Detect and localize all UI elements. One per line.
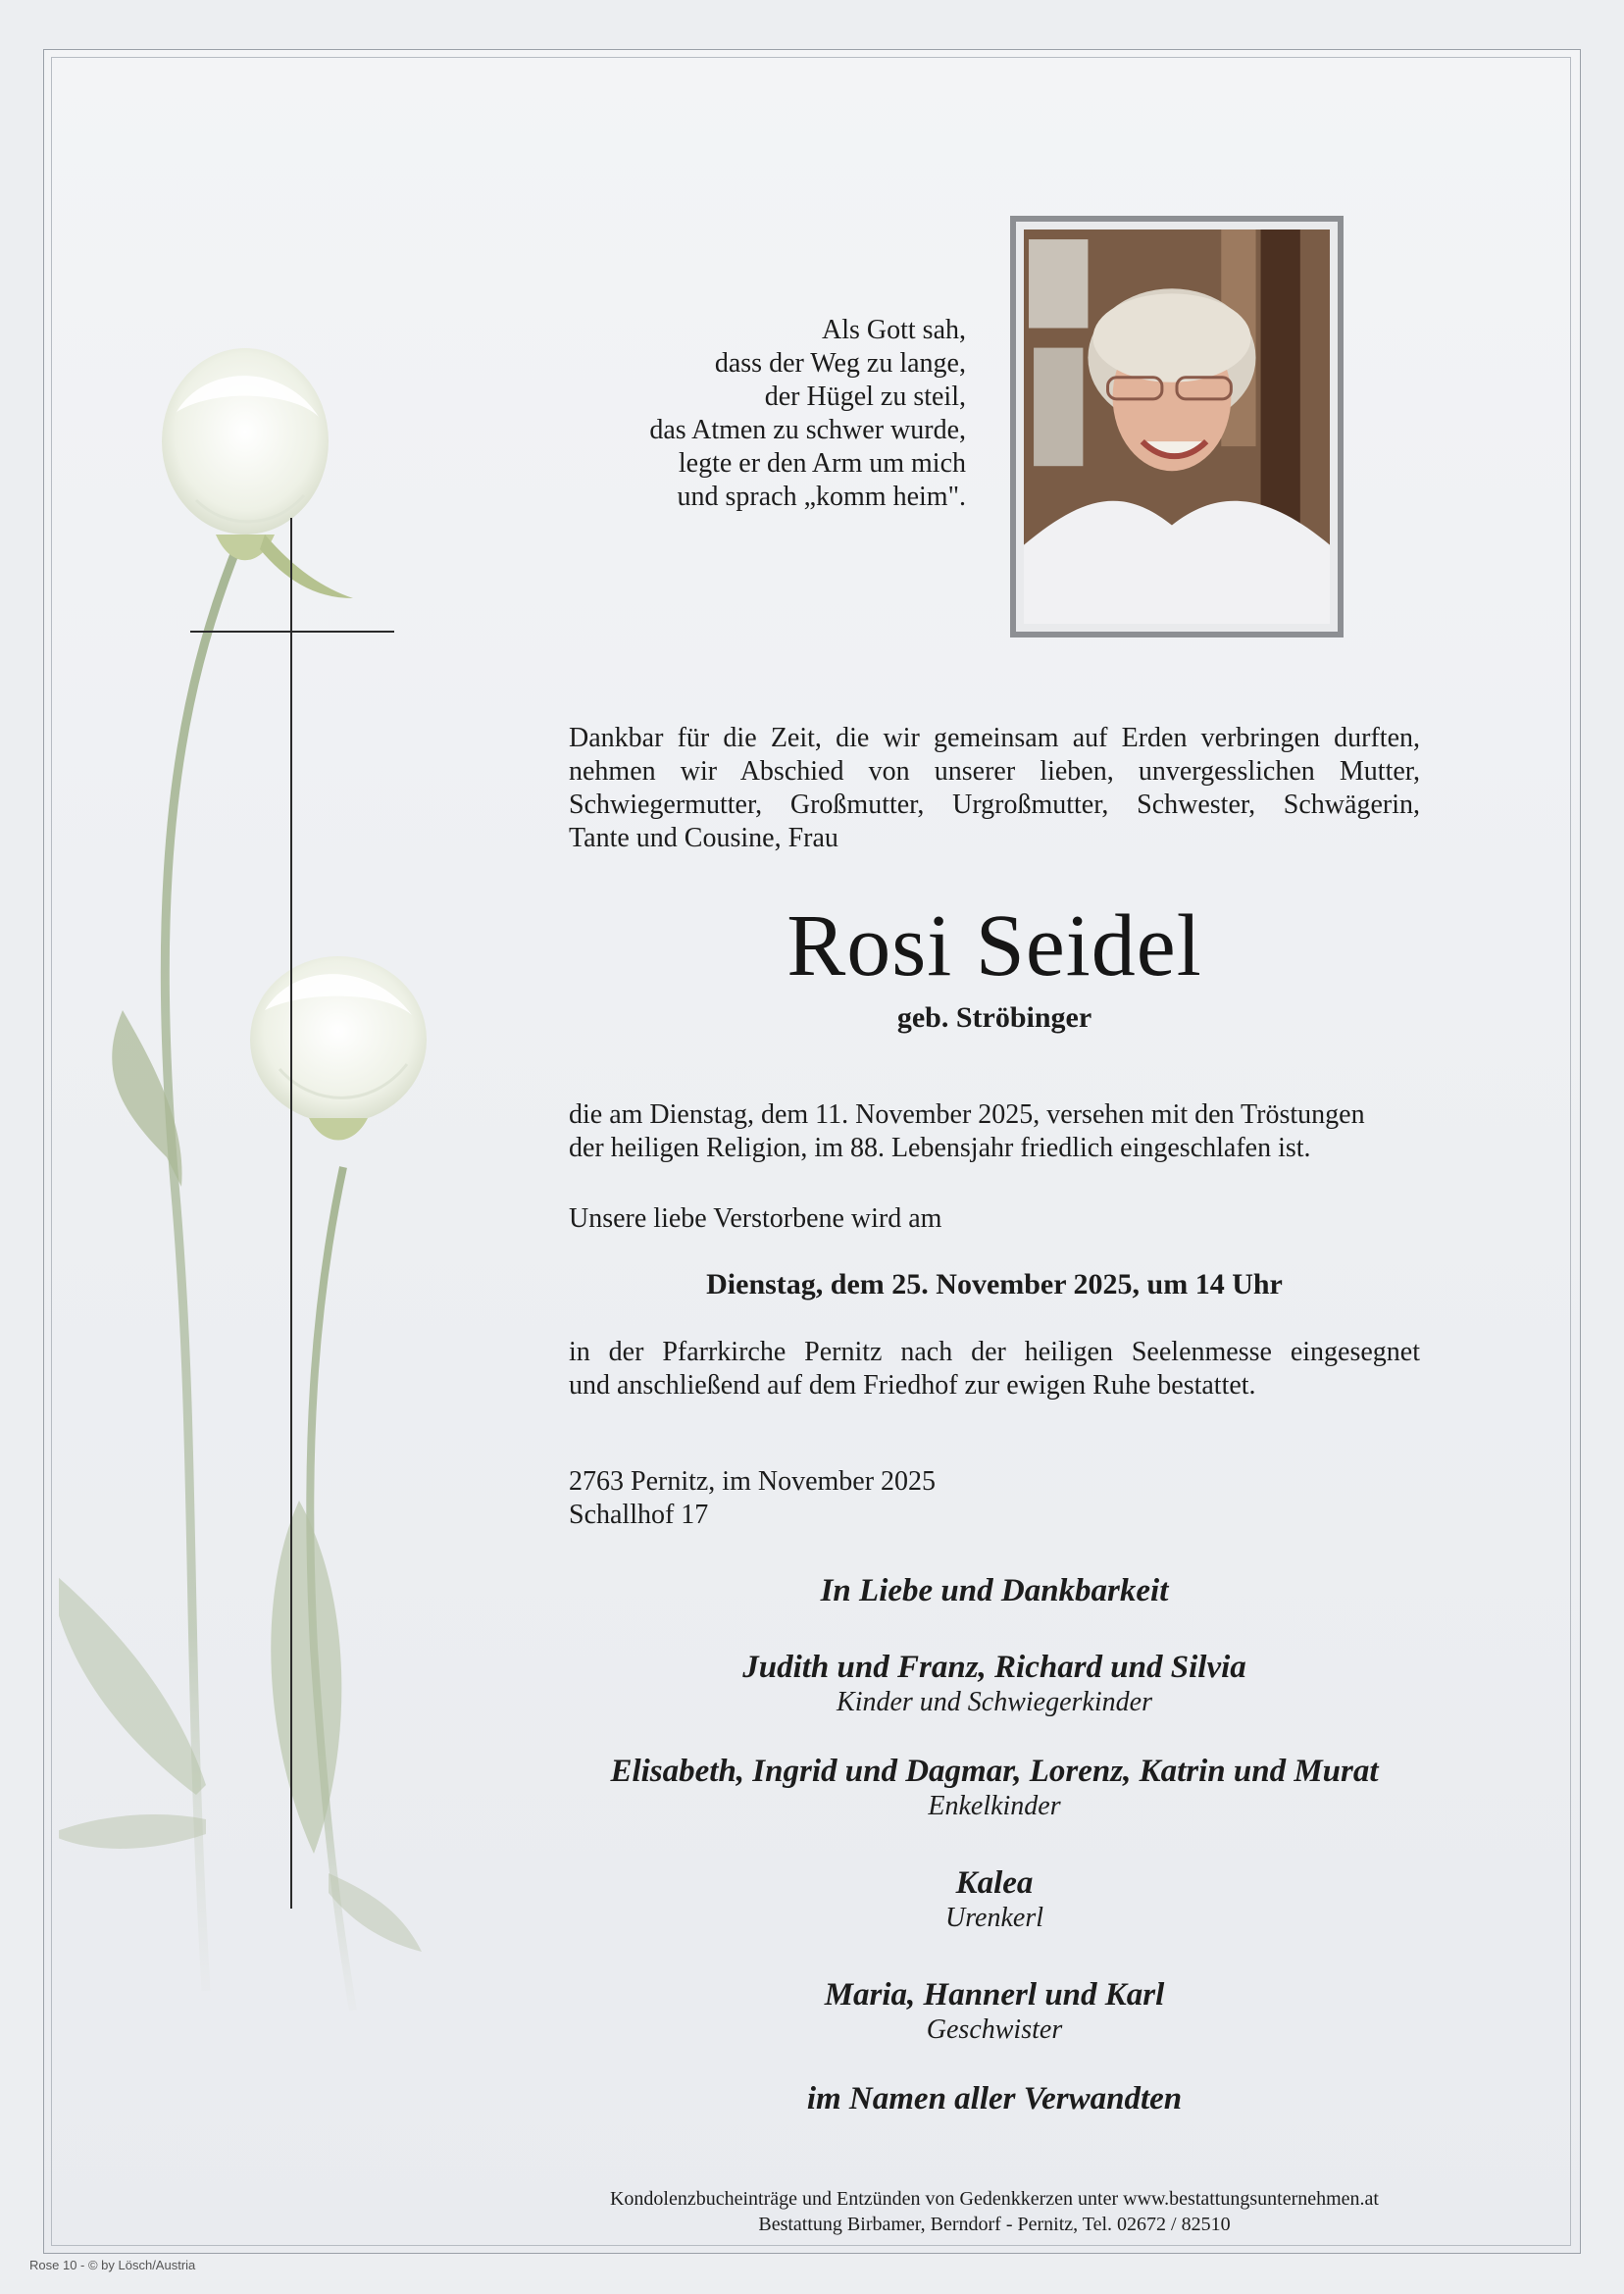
mourner-group <box>549 1863 1440 1934</box>
portrait-photo <box>1024 229 1330 624</box>
mourner-relation: Geschwister <box>926 2014 1063 2045</box>
poem-line: Als Gott sah, <box>822 315 966 345</box>
footer-line: Bestattung Birbamer, Berndorf - Pernitz, Tel. 02672 / 82510 <box>758 2214 1231 2235</box>
intro-line: Schwiegermutter, Großmutter, Urgroßmutter, Schwester, Schwägerin, <box>569 790 1420 820</box>
mourners-heading-block <box>549 1571 1440 1610</box>
funeral-intro: Unsere liebe Verstorbene wird am <box>569 1203 942 1234</box>
poem-line: und sprach „komm heim". <box>677 482 966 512</box>
address-line: 2763 Pernitz, im November 2025 <box>569 1466 937 1497</box>
white-rose-illustration <box>59 324 490 2089</box>
death-line: der heiligen Religion, im 88. Lebensjahr friedlich eingeschlafen ist. <box>569 1133 1311 1163</box>
funeral-text <box>569 1336 1420 1402</box>
address-line: Schallhof 17 <box>569 1500 709 1530</box>
funeral-date: Dienstag, dem 25. November 2025, um 14 Uhr <box>706 1268 1283 1300</box>
maiden-name: geb. Ströbinger <box>896 1001 1092 1034</box>
mourner-names: Elisabeth, Ingrid und Dagmar, Lorenz, Katrin und Murat <box>610 1754 1379 1789</box>
footer-line: Kondolenzbucheinträge und Entzünden von Gedenkkerzen unter www.bestattungsunternehmen.at <box>609 2188 1379 2210</box>
mourner-relation: Urenkerl <box>944 1903 1044 1933</box>
design-credit: Rose 10 - © by Lösch/Austria <box>29 2258 196 2272</box>
poem-line: dass der Weg zu lange, <box>714 348 966 379</box>
mourner-names: Kalea <box>955 1865 1034 1901</box>
mourners-closing: im Namen aller Verwandten <box>806 2081 1183 2116</box>
poem-line: das Atmen zu schwer wurde, <box>649 415 966 445</box>
deceased-name: Rosi Seidel <box>787 897 1202 994</box>
portrait-illustration <box>1024 229 1330 624</box>
cross-icon-bar <box>190 631 394 633</box>
portrait-frame <box>1010 216 1344 637</box>
mourner-names: Judith und Franz, Richard und Silvia <box>742 1650 1246 1685</box>
mourner-relation: Kinder und Schwiegerkinder <box>837 1687 1152 1717</box>
mourner-group <box>549 1975 1440 2046</box>
intro-line: Tante und Cousine, Frau <box>569 823 838 853</box>
cross-icon <box>290 518 292 1909</box>
address <box>569 1465 936 1532</box>
portrait-mat <box>1016 222 1338 632</box>
intro-line: Dankbar für die Zeit, die wir gemeinsam auf Erden verbringen durften, <box>569 723 1420 753</box>
poem <box>549 314 966 514</box>
mourners-heading: In Liebe und Dankbarkeit <box>820 1573 1169 1608</box>
poem-line: legte er den Arm um mich <box>678 448 966 479</box>
mourner-group <box>549 1648 1440 1718</box>
death-line: die am Dienstag, dem 11. November 2025, versehen mit den Tröstungen <box>569 1099 1365 1130</box>
intro-text <box>569 722 1420 855</box>
funeral-line: in der Pfarrkirche Pernitz nach der heiligen Seelenmesse eingesegnet <box>569 1337 1420 1367</box>
mourner-names: Maria, Hannerl und Karl <box>824 1977 1165 2013</box>
death-text <box>569 1098 1420 1165</box>
poem-line: der Hügel zu steil, <box>764 382 966 412</box>
footer <box>510 2186 1479 2237</box>
mourner-group <box>549 1752 1440 1822</box>
mourners-closing-block <box>549 2079 1440 2118</box>
funeral-line: und anschließend auf dem Friedhof zur ewigen Ruhe bestattet. <box>569 1370 1256 1401</box>
mourner-relation: Enkelkinder <box>928 1791 1061 1821</box>
intro-line: nehmen wir Abschied von unserer lieben, unvergesslichen Mutter, <box>569 756 1420 787</box>
